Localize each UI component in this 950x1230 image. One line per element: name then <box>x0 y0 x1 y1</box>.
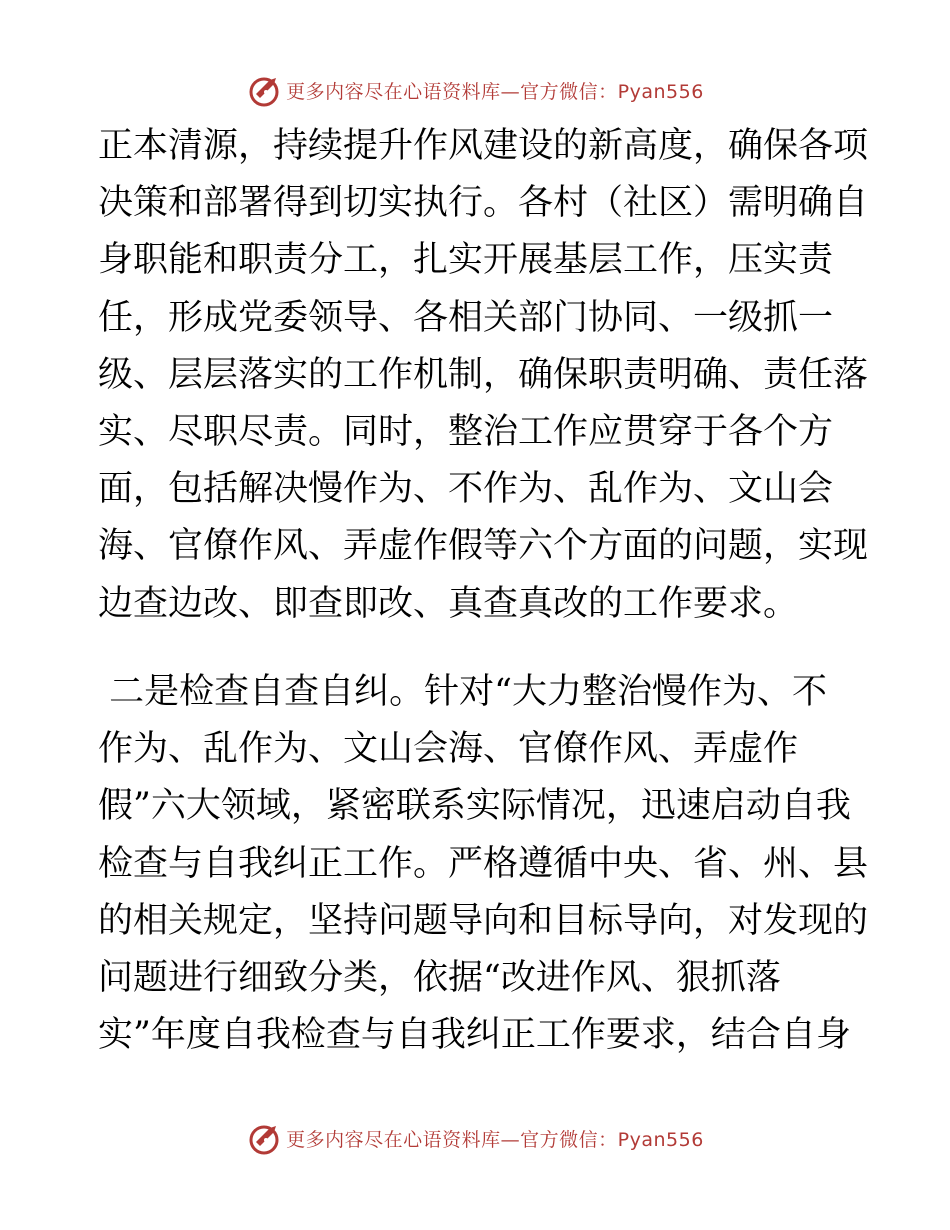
paragraph-2 <box>98 664 869 1064</box>
footer-banner <box>0 1118 950 1158</box>
text-line: 检查与自我纠正工作。严格遵循中央、省、州、县 <box>98 843 869 884</box>
pen-nib-logo-icon <box>246 72 282 108</box>
text-line: 海、官僚作风、弄虚作假等六个方面的问题，实现 <box>98 526 869 567</box>
text-line: 级、层层落实的工作机制，确保职责明确、责任落 <box>98 354 869 395</box>
header-banner <box>0 70 950 110</box>
text-line: 假”六大领域，紧密联系实际情况，迅速启动自我 <box>98 786 851 827</box>
text-line: 边查边改、即查即改、真查真改的工作要求。 <box>98 583 799 624</box>
text-line: 实”年度自我检查与自我纠正工作要求，结合自身 <box>98 1015 851 1056</box>
text-line: 面，包括解决慢作为、不作为、乱作为、文山会 <box>98 469 834 510</box>
footer-wechat-id: Pyan556 <box>617 1128 704 1151</box>
header-wechat-id: Pyan556 <box>617 80 704 103</box>
paragraph-1 <box>98 118 869 633</box>
text-line: 作为、乱作为、文山会海、官僚作风、弄虚作 <box>98 729 799 770</box>
text-line: 的相关规定，坚持问题导向和目标导向，对发现的 <box>98 900 869 941</box>
footer-banner-text: 更多内容尽在心语资料库—官方微信：Pyan556 <box>286 1128 704 1151</box>
text-line: 实、尽职尽责。同时，整治工作应贯穿于各个方 <box>98 411 834 452</box>
text-line: 任，形成党委领导、各相关部门协同、一级抓一 <box>98 297 834 338</box>
text-line: 正本清源，持续提升作风建设的新高度，确保各项 <box>98 126 869 166</box>
text-line: 身职能和职责分工，扎实开展基层工作，压实责 <box>98 240 834 281</box>
pen-nib-logo-icon <box>246 1120 282 1156</box>
text-line: 决策和部署得到切实执行。各村（社区）需明确自 <box>98 183 869 224</box>
header-banner-text: 更多内容尽在心语资料库—官方微信：Pyan556 <box>286 80 704 103</box>
text-line: 问题进行细致分类，依据“改进作风、狠抓落 <box>98 957 781 998</box>
text-line: 二是检查自查自纠。针对“大力整治慢作为、不 <box>98 672 828 712</box>
